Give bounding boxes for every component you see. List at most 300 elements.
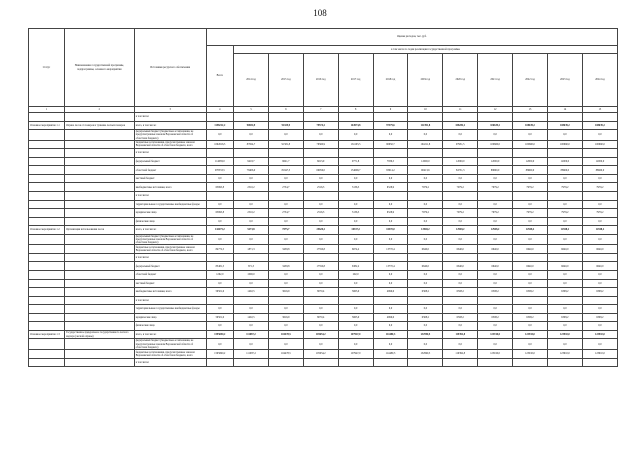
year-value-cell: 0,0 — [513, 339, 548, 350]
column-number: 6 — [268, 107, 303, 113]
year-value-cell: 6640,0 — [408, 262, 443, 271]
year-value-cell — [303, 113, 338, 122]
year-value-cell: 0,0 — [443, 305, 478, 314]
total-cell: 0,0 — [206, 217, 233, 226]
program-name-cell — [64, 209, 134, 218]
year-value-cell: 100660,0 — [547, 140, 582, 149]
year-value-cell: 0,0 — [478, 200, 513, 209]
year-value-cell: 12000,0 — [408, 157, 443, 166]
program-name-cell — [64, 270, 134, 279]
year-value-cell: 0,0 — [547, 200, 582, 209]
year-value-cell: 88660,0 — [478, 166, 513, 175]
table-row — [29, 174, 618, 183]
table-row — [29, 200, 618, 209]
status-cell — [29, 157, 65, 166]
year-value-cell: 111087,2 — [234, 349, 269, 358]
year-value-cell: 0,0 — [478, 270, 513, 279]
total-cell: 0,0 — [206, 279, 233, 288]
year-value-cell — [234, 253, 269, 262]
year-value-cell: 7979,2 — [513, 209, 548, 218]
status-cell — [29, 305, 65, 314]
year-value-cell — [443, 191, 478, 200]
year-value-cell: 0,0 — [408, 270, 443, 279]
total-cell: 0,0 — [206, 174, 233, 183]
year-value-cell: 0,0 — [373, 217, 408, 226]
total-cell — [206, 113, 233, 122]
year-value-cell: 0,0 — [303, 200, 338, 209]
year-value-cell: 0,0 — [373, 174, 408, 183]
year-value-cell: 0,0 — [268, 217, 303, 226]
year-value-cell — [582, 296, 617, 305]
header-year: 2018 год — [373, 54, 408, 107]
year-value-cell: 7075,7 — [268, 226, 303, 235]
year-value-cell: 6640,0 — [582, 262, 617, 271]
status-cell — [29, 279, 65, 288]
year-value-cell: 100660,0 — [513, 140, 548, 149]
total-cell: 0,0 — [206, 339, 233, 350]
status-cell — [29, 191, 65, 200]
year-value-cell — [478, 191, 513, 200]
year-value-cell: 6308,2 — [443, 288, 478, 297]
year-value-cell: 0,0 — [373, 270, 408, 279]
year-value-cell: 94335,9 — [268, 121, 303, 130]
year-value-cell: 12948,2 — [547, 226, 582, 235]
year-value-cell: 10337,2 — [338, 226, 373, 235]
year-value-cell: 0,0 — [338, 217, 373, 226]
year-value-cell: 2754,7 — [268, 209, 303, 218]
year-value-cell: 0,0 — [478, 339, 513, 350]
year-value-cell: 6308,2 — [478, 313, 513, 322]
year-value-cell: 0,0 — [513, 200, 548, 209]
table-row — [29, 330, 618, 339]
column-number: 1 — [29, 107, 65, 113]
year-value-cell — [338, 113, 373, 122]
year-value-cell: 0,0 — [268, 322, 303, 331]
year-value-cell: 0,0 — [443, 130, 478, 141]
year-value-cell: 3616,9 — [268, 288, 303, 297]
year-value-cell: 0,0 — [443, 322, 478, 331]
year-value-cell: 0,0 — [338, 305, 373, 314]
year-value-cell: 97931,5 — [443, 140, 478, 149]
year-value-cell: 0,0 — [478, 279, 513, 288]
year-value-cell: 6308,2 — [478, 288, 513, 297]
table-row — [29, 358, 618, 367]
year-value-cell: 90413,6 — [408, 166, 443, 175]
year-value-cell: 13770,4 — [373, 245, 408, 254]
column-number: 11 — [443, 107, 478, 113]
year-value-cell: 2510,2 — [234, 183, 269, 192]
year-value-cell: 112391,8 — [408, 121, 443, 130]
total-cell: 84772,5 — [206, 245, 233, 254]
header-year: 2024 год — [582, 54, 617, 107]
year-value-cell: 13770,4 — [373, 262, 408, 271]
year-value-cell: 7979,2 — [547, 209, 582, 218]
header-funding-source: Источники ресурсного обеспечения — [134, 29, 206, 107]
funding-source-cell: в том числе: — [134, 296, 206, 305]
year-value-cell: 0,0 — [268, 130, 303, 141]
year-value-cell: 6640,0 — [408, 245, 443, 254]
year-value-cell: 88660,0 — [582, 166, 617, 175]
year-value-cell — [478, 113, 513, 122]
status-cell — [29, 234, 65, 245]
year-value-cell: 88660,0 — [513, 166, 548, 175]
year-value-cell: 0,0 — [547, 234, 582, 245]
year-value-cell — [582, 149, 617, 158]
year-value-cell: 0,0 — [478, 322, 513, 331]
year-value-cell: 0,0 — [268, 200, 303, 209]
total-cell: 0,0 — [206, 305, 233, 314]
year-value-cell: 105654,2 — [303, 349, 338, 358]
table-row — [29, 130, 618, 141]
year-value-cell: 0,0 — [234, 130, 269, 141]
funding-source-cell: всего, в том числе: — [134, 330, 206, 339]
year-value-cell: 0,0 — [513, 217, 548, 226]
year-value-cell: 6308,2 — [547, 313, 582, 322]
year-value-cell: 6308,2 — [513, 288, 548, 297]
status-cell: Основное мероприятие 1.1 — [29, 121, 65, 130]
year-value-cell: 6640,0 — [443, 245, 478, 254]
year-value-cell: 4699,6 — [373, 313, 408, 322]
year-value-cell: 0,0 — [582, 234, 617, 245]
column-number: 9 — [373, 107, 408, 113]
year-value-cell: 0,0 — [547, 217, 582, 226]
funding-source-cell: внебюджетные источники, всего — [134, 183, 206, 192]
table-row — [29, 226, 618, 235]
total-cell: 83481,5 — [206, 262, 233, 271]
table-row — [29, 288, 618, 297]
year-value-cell: 0,0 — [513, 270, 548, 279]
budget-table — [28, 28, 618, 367]
page-number: 108 — [313, 8, 327, 18]
year-value-cell: 7979,2 — [478, 183, 513, 192]
year-value-cell: 119392,8 — [443, 349, 478, 358]
table-row — [29, 296, 618, 305]
table-row — [29, 166, 618, 175]
year-value-cell: 2516,3 — [303, 183, 338, 192]
year-value-cell — [373, 296, 408, 305]
year-value-cell: 12948,2 — [408, 226, 443, 235]
year-value-cell: 0,0 — [582, 217, 617, 226]
status-cell — [29, 245, 65, 254]
header-year: 2015 год — [268, 54, 303, 107]
year-value-cell: 9418,7 — [234, 157, 269, 166]
header-year: 2022 год — [513, 54, 548, 107]
year-value-cell: 0,0 — [513, 234, 548, 245]
year-value-cell — [373, 191, 408, 200]
funding-source-cell: бюджетные ассигнования, предусмотренные законом Воронежской области об областном бюджете, всего — [134, 140, 206, 149]
total-cell: 0,0 — [206, 200, 233, 209]
column-number: 7 — [303, 107, 338, 113]
year-value-cell: 132990,5 — [408, 349, 443, 358]
status-cell: Основное мероприятие 1.3 — [29, 330, 65, 339]
year-value-cell: 0,0 — [582, 279, 617, 288]
year-value-cell: 7979,2 — [443, 183, 478, 192]
program-name-cell — [64, 305, 134, 314]
year-value-cell: 17550,8 — [303, 245, 338, 254]
year-value-cell: 0,0 — [303, 339, 338, 350]
year-value-cell: 108282,2 — [443, 121, 478, 130]
year-value-cell — [408, 191, 443, 200]
year-value-cell: 0,0 — [338, 174, 373, 183]
funding-source-cell: физические лица — [134, 217, 206, 226]
table-row — [29, 183, 618, 192]
year-value-cell: 7979,2 — [513, 183, 548, 192]
year-value-cell: 1402,5 — [234, 313, 269, 322]
year-value-cell: 0,0 — [408, 234, 443, 245]
column-number: 8 — [338, 107, 373, 113]
total-cell: 59501,6 — [206, 313, 233, 322]
year-value-cell: 0,0 — [338, 234, 373, 245]
column-number: 4 — [206, 107, 233, 113]
header-status: Статус — [29, 29, 65, 107]
program-name-cell — [64, 149, 134, 158]
year-value-cell: 2516,3 — [303, 209, 338, 218]
total-cell: 114083,0 — [206, 157, 233, 166]
year-value-cell: 0,0 — [234, 279, 269, 288]
year-value-cell — [478, 358, 513, 367]
year-value-cell: 114480,3 — [373, 330, 408, 339]
program-name-cell — [64, 200, 134, 209]
year-value-cell: 4699,6 — [373, 288, 408, 297]
total-cell: 65695,8 — [206, 209, 233, 218]
funding-source-cell: всего, в том числе: — [134, 226, 206, 235]
year-value-cell: 0,0 — [408, 200, 443, 209]
table-row — [29, 253, 618, 262]
year-value-cell: 0,0 — [303, 322, 338, 331]
funding-source-cell: внебюджетные источники, всего — [134, 288, 206, 297]
year-value-cell: 6308,2 — [408, 288, 443, 297]
year-value-cell — [408, 253, 443, 262]
year-value-cell: 6308,2 — [408, 313, 443, 322]
total-cell: 978533,5 — [206, 166, 233, 175]
year-value-cell — [513, 113, 548, 122]
program-name-cell — [64, 339, 134, 350]
year-value-cell — [303, 358, 338, 367]
table-row — [29, 270, 618, 279]
total-cell: 1158212,2 — [206, 121, 233, 130]
year-value-cell — [234, 149, 269, 158]
table-row — [29, 121, 618, 130]
table-row — [29, 191, 618, 200]
header-year: 2020 год — [443, 54, 478, 107]
status-cell — [29, 253, 65, 262]
year-value-cell: 1871,3 — [234, 245, 269, 254]
year-value-cell: 1402,5 — [234, 288, 269, 297]
table-row — [29, 279, 618, 288]
year-value-cell — [234, 191, 269, 200]
year-value-cell — [234, 113, 269, 122]
column-number: 13 — [513, 107, 548, 113]
year-value-cell: 87824,7 — [234, 140, 269, 149]
column-number: 5 — [234, 107, 269, 113]
status-cell: Основное мероприятие 1.2 — [29, 226, 65, 235]
year-value-cell — [443, 253, 478, 262]
year-value-cell — [373, 149, 408, 158]
funding-source-cell: федеральный бюджет — [134, 262, 206, 271]
status-cell — [29, 349, 65, 358]
year-value-cell: 0,0 — [547, 174, 582, 183]
status-cell — [29, 296, 65, 305]
year-value-cell: 17550,8 — [303, 262, 338, 271]
column-number: 3 — [134, 107, 206, 113]
status-cell — [29, 262, 65, 271]
year-value-cell — [478, 149, 513, 158]
total-cell — [206, 358, 233, 367]
funding-source-cell: бюджетные ассигнования, предусмотренные законом Воронежской области об областном бюджете, всего — [134, 349, 206, 358]
header-year: 2019 год — [408, 54, 443, 107]
year-value-cell — [268, 296, 303, 305]
year-value-cell: 88660,0 — [547, 166, 582, 175]
year-value-cell — [443, 113, 478, 122]
year-value-cell: 12948,2 — [478, 226, 513, 235]
funding-source-cell: местный бюджет — [134, 279, 206, 288]
funding-source-cell: областной бюджет — [134, 166, 206, 175]
status-cell — [29, 174, 65, 183]
year-value-cell — [338, 253, 373, 262]
program-name-cell: Государственное федеральное государственного лесного надзора (лесной охраны) — [64, 330, 134, 339]
year-value-cell: 10370,0 — [373, 226, 408, 235]
year-value-cell: 3458,8 — [268, 262, 303, 271]
year-value-cell: 0,0 — [513, 305, 548, 314]
header-estimate: Оценка расходов, тыс. руб. — [206, 29, 617, 46]
year-value-cell: 12000,0 — [582, 157, 617, 166]
year-value-cell: 0,0 — [268, 279, 303, 288]
year-value-cell: 0,0 — [303, 217, 338, 226]
year-value-cell: 79574,2 — [303, 121, 338, 130]
year-value-cell: 7979,2 — [443, 209, 478, 218]
status-cell — [29, 113, 65, 122]
year-value-cell: 12948,2 — [443, 226, 478, 235]
year-value-cell: 12000,0 — [547, 157, 582, 166]
year-value-cell: 0,0 — [303, 234, 338, 245]
year-value-cell: 0,0 — [303, 279, 338, 288]
funding-source-cell: в том числе: — [134, 191, 206, 200]
year-value-cell: 8070,4 — [303, 288, 338, 297]
year-value-cell — [547, 358, 582, 367]
year-value-cell: 0,0 — [234, 200, 269, 209]
header-year: 2016 год — [303, 54, 338, 107]
program-name-cell — [64, 183, 134, 192]
year-value-cell: 0,0 — [582, 130, 617, 141]
year-value-cell: 0,0 — [408, 322, 443, 331]
year-value-cell: 154699,7 — [338, 166, 373, 175]
year-value-cell: 7979,2 — [478, 209, 513, 218]
year-value-cell: 0,0 — [547, 130, 582, 141]
year-value-cell: 97379,6 — [373, 121, 408, 130]
year-value-cell — [547, 149, 582, 158]
year-value-cell — [303, 191, 338, 200]
year-value-cell: 123910,0 — [478, 349, 513, 358]
year-value-cell — [478, 296, 513, 305]
year-value-cell: 108639,2 — [582, 121, 617, 130]
header-year: 2014 год — [234, 54, 269, 107]
program-name-cell — [64, 174, 134, 183]
year-value-cell: 0,0 — [373, 234, 408, 245]
year-value-cell: 107947,0 — [338, 330, 373, 339]
year-value-cell: 106639,2 — [478, 121, 513, 130]
status-cell — [29, 339, 65, 350]
table-row — [29, 157, 618, 166]
year-value-cell: 0,0 — [408, 174, 443, 183]
year-value-cell: 2754,7 — [268, 183, 303, 192]
year-value-cell: 0,0 — [373, 279, 408, 288]
year-value-cell: 108639,2 — [547, 121, 582, 130]
year-value-cell: 0,0 — [373, 322, 408, 331]
year-value-cell — [547, 253, 582, 262]
year-value-cell: 0,0 — [408, 217, 443, 226]
year-value-cell — [513, 296, 548, 305]
year-value-cell: 9621,7 — [268, 157, 303, 166]
year-value-cell — [268, 191, 303, 200]
year-value-cell: 0,0 — [547, 322, 582, 331]
year-value-cell: 0,0 — [478, 217, 513, 226]
program-name-cell — [64, 234, 134, 245]
status-cell — [29, 313, 65, 322]
total-cell — [206, 253, 233, 262]
total-cell: 0,0 — [206, 234, 233, 245]
year-value-cell — [303, 296, 338, 305]
year-value-cell — [408, 113, 443, 122]
year-value-cell: 3616,9 — [268, 313, 303, 322]
total-cell: 1292,0 — [206, 270, 233, 279]
status-cell — [29, 217, 65, 226]
funding-source-cell: бюджетные ассигнования, предусмотренные законом Воронежской области об областном бюджете, всего — [134, 245, 206, 254]
year-value-cell: 0,0 — [303, 174, 338, 183]
program-name-cell — [64, 349, 134, 358]
year-value-cell: 3663,0 — [338, 313, 373, 322]
year-value-cell — [513, 358, 548, 367]
year-value-cell — [443, 296, 478, 305]
funding-source-cell: в том числе: — [134, 358, 206, 367]
year-value-cell: 6308,2 — [513, 313, 548, 322]
year-value-cell: 3663,0 — [338, 288, 373, 297]
program-name-cell — [64, 130, 134, 141]
year-value-cell: 0,0 — [582, 322, 617, 331]
funding-source-cell: в том числе: — [134, 113, 206, 122]
table-row — [29, 234, 618, 245]
table-row — [29, 339, 618, 350]
program-name-cell — [64, 157, 134, 166]
year-value-cell: 107947,0 — [338, 349, 373, 358]
year-value-cell: 84751,3 — [443, 166, 478, 175]
year-value-cell: 0,0 — [443, 200, 478, 209]
year-value-cell — [303, 253, 338, 262]
year-value-cell: 0,0 — [373, 130, 408, 141]
year-value-cell: 111087,2 — [234, 330, 269, 339]
year-value-cell — [582, 191, 617, 200]
program-name-cell — [64, 322, 134, 331]
year-value-cell: 7836,5 — [373, 157, 408, 166]
year-value-cell — [268, 149, 303, 158]
year-value-cell: 7979,2 — [408, 209, 443, 218]
program-name-cell — [64, 262, 134, 271]
funding-source-cell: физические лица — [134, 322, 206, 331]
year-value-cell: 6640,0 — [478, 262, 513, 271]
funding-source-cell: федеральный бюджет (бюджетные ассигнования, не предусмотренные законом Воронежской области об областном бюджете) — [134, 234, 206, 245]
table-row — [29, 262, 618, 271]
year-value-cell — [373, 358, 408, 367]
table-row — [29, 313, 618, 322]
year-value-cell: 12948,2 — [513, 226, 548, 235]
funding-source-cell: в том числе: — [134, 253, 206, 262]
table-row — [29, 113, 618, 122]
year-value-cell: 0,0 — [373, 200, 408, 209]
program-name-cell: Охрана лесов от пожаров и тушение лесных пожаров — [64, 121, 134, 130]
year-value-cell: 6308,2 — [582, 313, 617, 322]
table-row — [29, 349, 618, 358]
year-value-cell — [234, 296, 269, 305]
table-row — [29, 305, 618, 314]
